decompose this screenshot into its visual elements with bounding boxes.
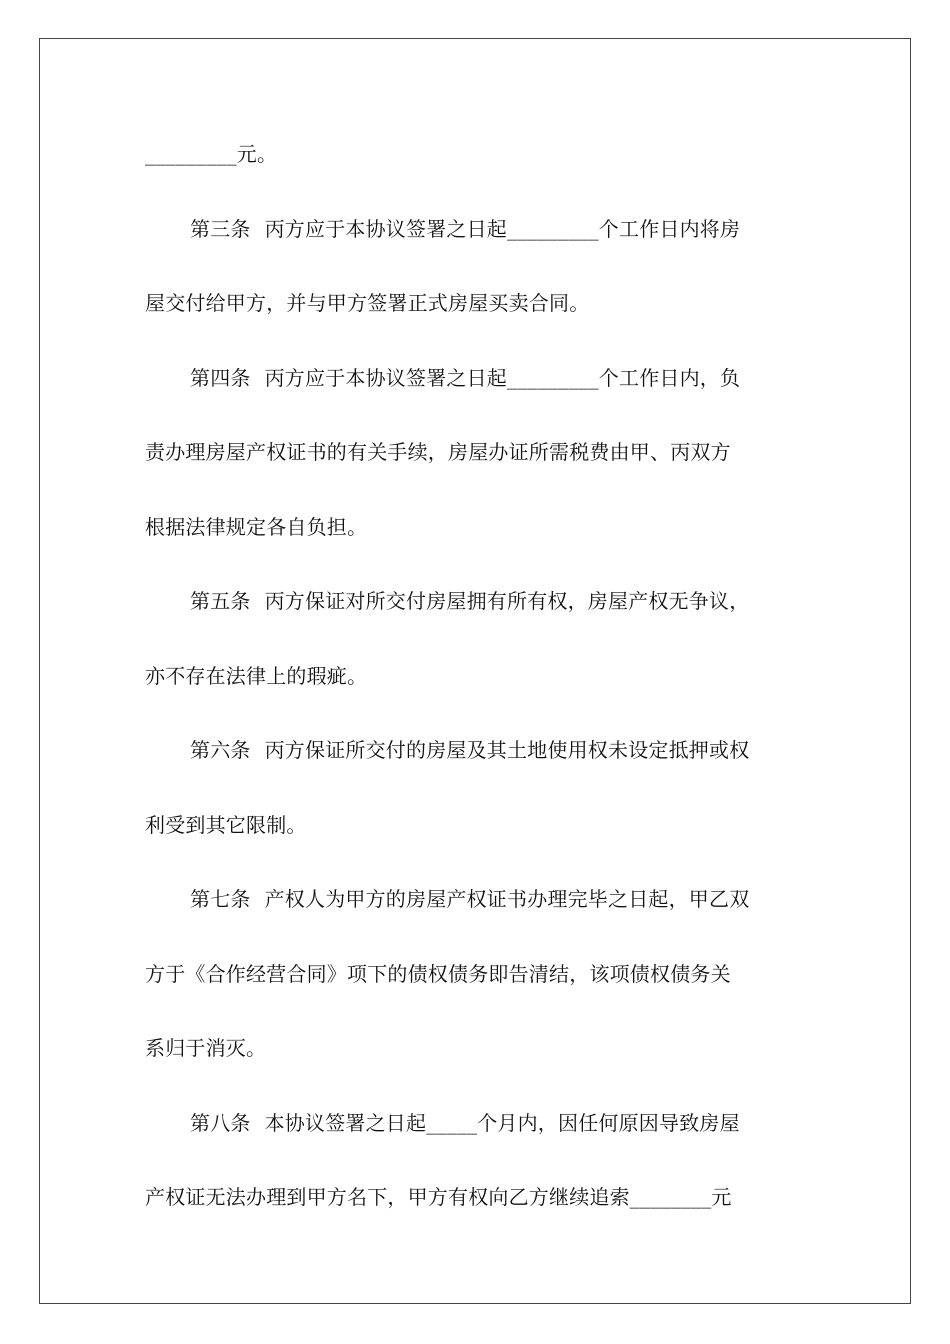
- article-8-line-1: [145, 1105, 810, 1180]
- article-4-line-3: [145, 509, 810, 584]
- line-text: 方于《合作经营合同》项下的债权债务即告清结，该项债权债务关: [145, 961, 731, 986]
- article-6-line-2: [145, 807, 810, 882]
- article-number: 第七条: [190, 887, 251, 911]
- article-7-line-3: [145, 1030, 810, 1105]
- article-number: 第六条: [190, 738, 251, 762]
- article-5-line-2: [145, 658, 810, 733]
- line-text: 丙方保证对所交付房屋拥有所有权，房屋产权无争议，: [264, 589, 750, 613]
- line-text: 责办理房屋产权证书的有关手续，房屋办证所需税费由甲、丙双方: [145, 440, 731, 464]
- article-number: 第五条: [190, 589, 251, 613]
- line-text: _________元。: [145, 142, 278, 166]
- article-number: 第八条: [190, 1110, 251, 1135]
- article-8-line-2: [145, 1179, 810, 1254]
- line-text: 产权证无法办理到甲方名下，甲方有权向乙方继续追索________元: [145, 1185, 732, 1209]
- article-7-line-2: [145, 956, 810, 1031]
- article-5-line-1: [145, 583, 810, 658]
- article-number: 第三条: [190, 216, 251, 241]
- article-4-line-2: [145, 434, 810, 509]
- article-7-line-1: [145, 881, 810, 956]
- article-3-line-2: [145, 285, 810, 360]
- document-body: [145, 136, 810, 1254]
- paragraph-line: [145, 136, 810, 211]
- article-number: 第四条: [190, 365, 251, 390]
- article-4-line-1: [145, 360, 810, 435]
- line-text: 丙方保证所交付的房屋及其土地使用权未设定抵押或权: [264, 738, 750, 762]
- line-text: 丙方应于本协议签署之日起_________个工作日内，负: [264, 365, 741, 390]
- line-text: 系归于消灭。: [145, 1036, 267, 1060]
- article-3-line-1: [145, 211, 810, 286]
- line-text: 屋交付给甲方，并与甲方签署正式房屋买卖合同。: [145, 291, 590, 315]
- line-text: 根据法律规定各自负担。: [145, 514, 368, 539]
- line-text: 利受到其它限制。: [145, 812, 307, 837]
- line-text: 丙方应于本协议签署之日起_________个工作日内将房: [264, 216, 741, 241]
- article-6-line-1: [145, 732, 810, 807]
- line-text: 产权人为甲方的房屋产权证书办理完毕之日起，甲乙双: [264, 887, 750, 911]
- line-text: 亦不存在法律上的瑕疵。: [145, 663, 368, 688]
- line-text: 本协议签署之日起_____个月内，因任何原因导致房屋: [264, 1110, 740, 1135]
